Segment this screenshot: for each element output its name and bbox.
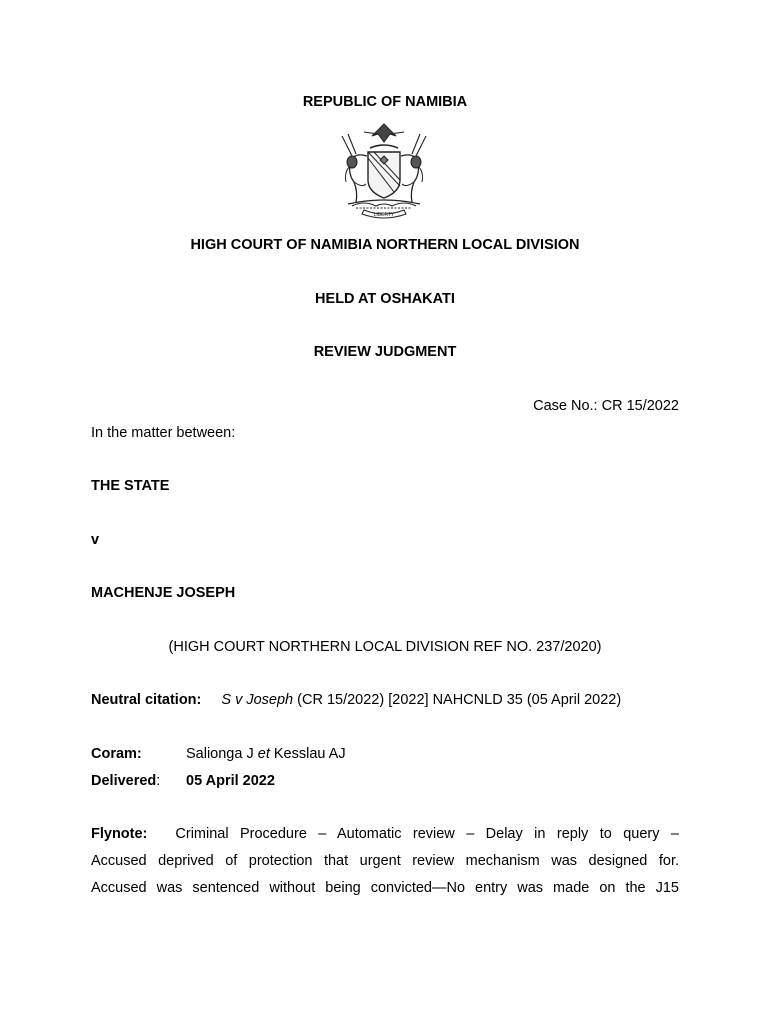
flynote-line-2: Accused deprived of protection that urgent review mechanism was designed for. [91,853,679,869]
delivered-colon: : [156,773,161,789]
reference-number: (HIGH COURT NORTHERN LOCAL DIVISION REF NO. 237/2020) [168,639,602,655]
versus-label: v [91,532,100,548]
held-at-heading: HELD AT OSHAKATI [315,291,455,307]
matter-intro: In the matter between: [91,425,236,441]
coram-judge-1: Salionga J [186,746,258,762]
citation-details: (CR 15/2022) [2022] NAHCNLD 35 (05 April 2022) [293,692,622,708]
coram-row [91,746,142,762]
neutral-citation-label: Neutral citation: [91,692,202,708]
republic-heading: REPUBLIC OF NAMIBIA [302,94,468,110]
coram-et: et [257,746,270,762]
party-plaintiff: THE STATE [91,478,170,494]
flynote-line-1 [91,821,679,848]
flynote-text-1: Criminal Procedure – Automatic review – Delay in reply to query – [175,826,679,842]
party-accused: MACHENJE JOSEPH [91,585,236,601]
coram-judge-2: Kesslau AJ [269,746,346,762]
citation-case-name: S v Joseph [221,692,294,708]
flynote-line-3: Accused was sentenced without being convicted—No entry was made on the J15 [91,880,679,896]
delivered-row [91,773,160,789]
delivered-label: Delivered [91,773,157,789]
coat-of-arms-icon [334,122,434,220]
crest-motto: LIBERTY [373,212,395,218]
flynote-label: Flynote: [91,826,148,842]
coram-label: Coram: [91,746,142,762]
case-number: Case No.: CR 15/2022 [533,398,679,414]
court-heading: HIGH COURT OF NAMIBIA NORTHERN LOCAL DIVISION [190,237,580,253]
coram-judges [186,746,346,762]
judgment-type-heading: REVIEW JUDGMENT [313,344,457,360]
neutral-citation-row [91,692,621,708]
delivered-date: 05 April 2022 [186,773,275,789]
